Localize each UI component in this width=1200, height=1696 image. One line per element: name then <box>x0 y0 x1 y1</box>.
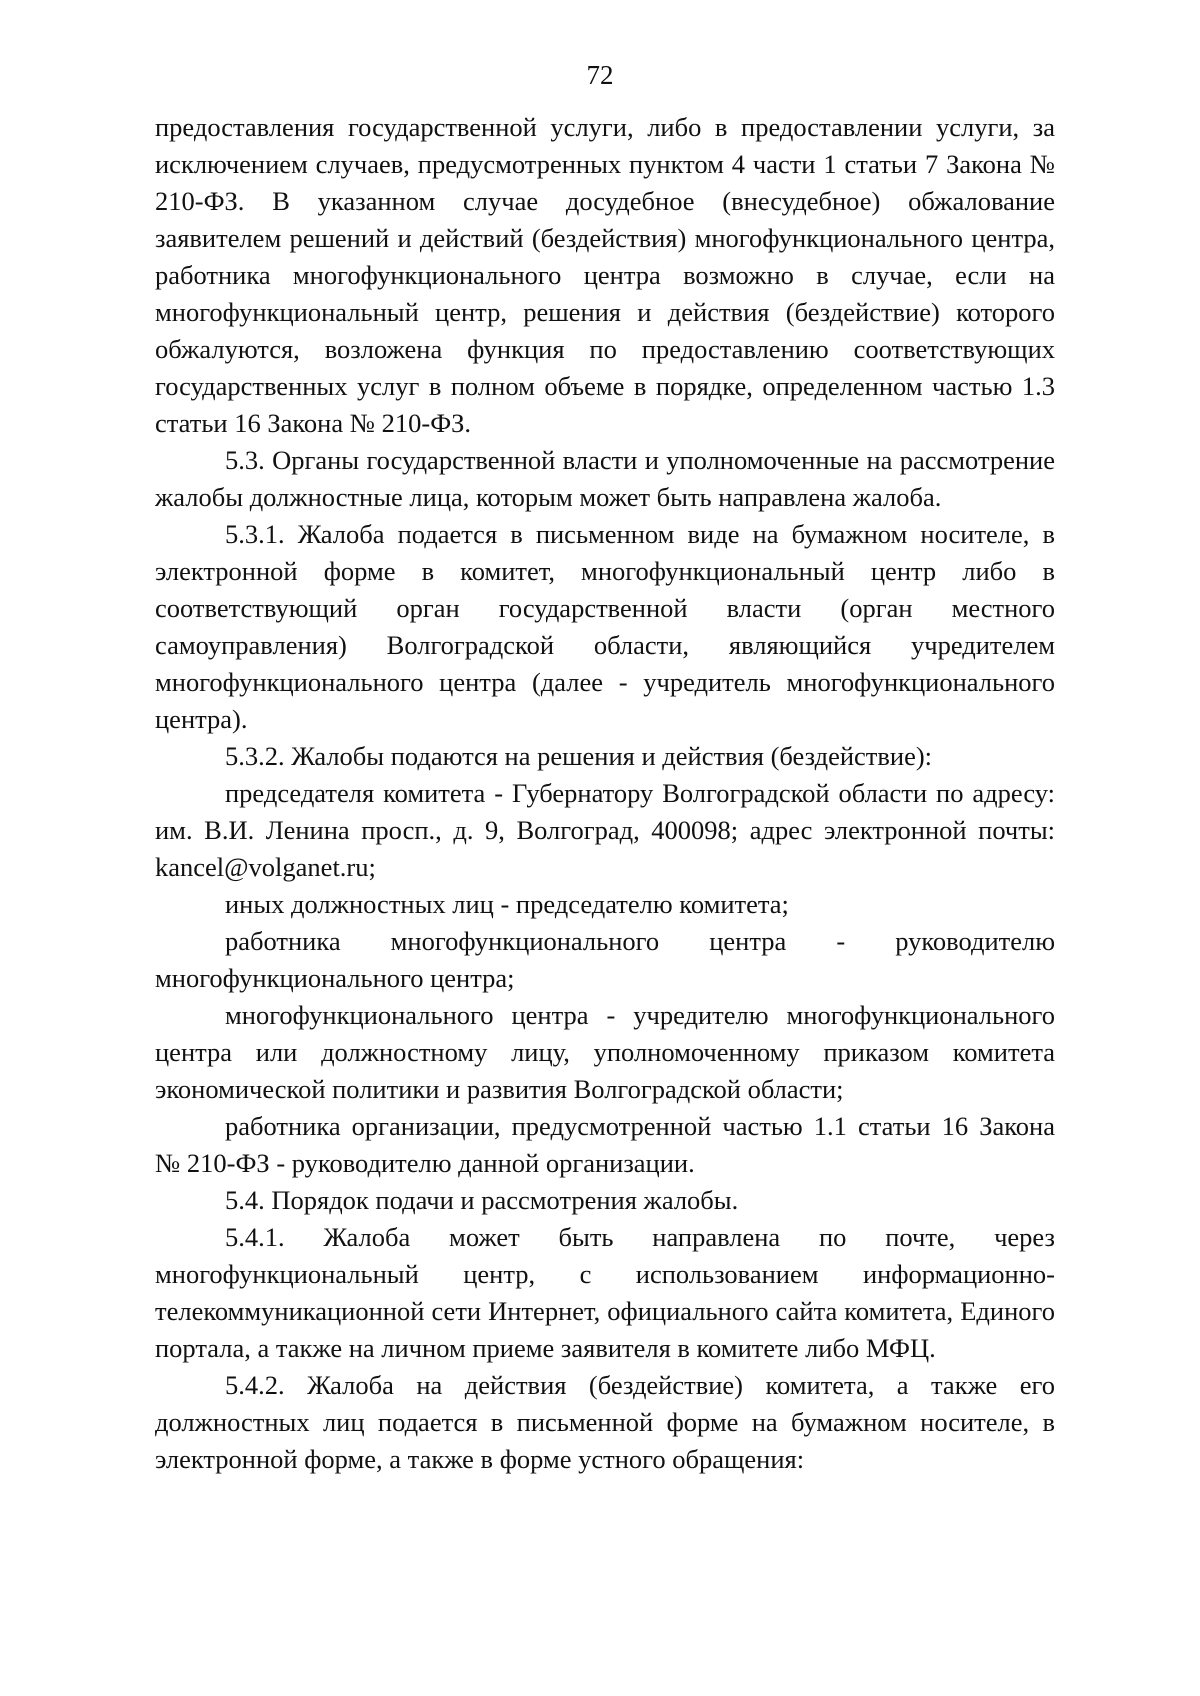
paragraph-5-3-2: 5.3.2. Жалобы подаются на решения и действия (бездействие): <box>225 741 933 771</box>
document-body <box>155 109 1055 1478</box>
paragraph-mfc: многофункционального центра - учредителю многофункционального центра или должностному лицу, уполномоченному приказом комитета экономической политики и развития Волгоградской области; <box>155 1000 1055 1104</box>
paragraph-other-officials: иных должностных лиц - председателю комитета; <box>225 889 789 919</box>
paragraph-5-4: 5.4. Порядок подачи и рассмотрения жалобы. <box>225 1185 739 1215</box>
paragraph-chairman: председателя комитета - Губернатору Волгоградской области по адресу: им. В.И. Ленина просп., д. 9, Волгоград, 400098; адрес электронной почты: kancel@volganet.ru; <box>155 778 1055 882</box>
paragraph-mfc-employee: работника многофункционального центра - руководителю многофункционального центра; <box>155 926 1055 993</box>
paragraph-5-3: 5.3. Органы государственной власти и уполномоченные на рассмотрение жалобы должностные лица, которым может быть направлена жалоба. <box>155 445 1055 512</box>
paragraph-continuation: предоставления государственной услуги, либо в предоставлении услуги, за исключением случаев, предусмотренных пунктом 4 части 1 статьи 7 Закона № 210-ФЗ. В указанном случае досудебное (внесудебное) обжалование заявителем решений и действий (бездействия) многофункционального центра, работника многофункционального центра возможно в случае, если на многофункциональный центр, решения и действия (бездействие) которого обжалуются, возложена функция по предоставлению соответствующих государственных услуг в полном объеме в порядке, определенном частью 1.3 статьи 16 Закона № 210-ФЗ. <box>155 112 1055 438</box>
page-number: 72 <box>586 60 614 90</box>
paragraph-5-4-2: 5.4.2. Жалоба на действия (бездействие) комитета, а также его должностных лиц подается в письменной форме на бумажном носителе, в электронной форме, а также в форме устного обращения: <box>155 1370 1055 1474</box>
paragraph-5-3-1: 5.3.1. Жалоба подается в письменном виде на бумажном носителе, в электронной форме в комитет, многофункциональный центр либо в соответствующий орган государственной власти (орган местного самоуправления) Волгоградской области, являющийся учредителем многофункционального центра (далее - учредитель многофункционального центра). <box>155 519 1055 734</box>
paragraph-5-4-1: 5.4.1. Жалоба может быть направлена по почте, через многофункциональный центр, с использованием информационно-телекоммуникационной сети Интернет, официального сайта комитета, Единого портала, а также на личном приеме заявителя в комитете либо МФЦ. <box>155 1222 1055 1363</box>
paragraph-organization-employee: работника организации, предусмотренной частью 1.1 статьи 16 Закона № 210-ФЗ - руководителю данной организации. <box>155 1111 1055 1178</box>
